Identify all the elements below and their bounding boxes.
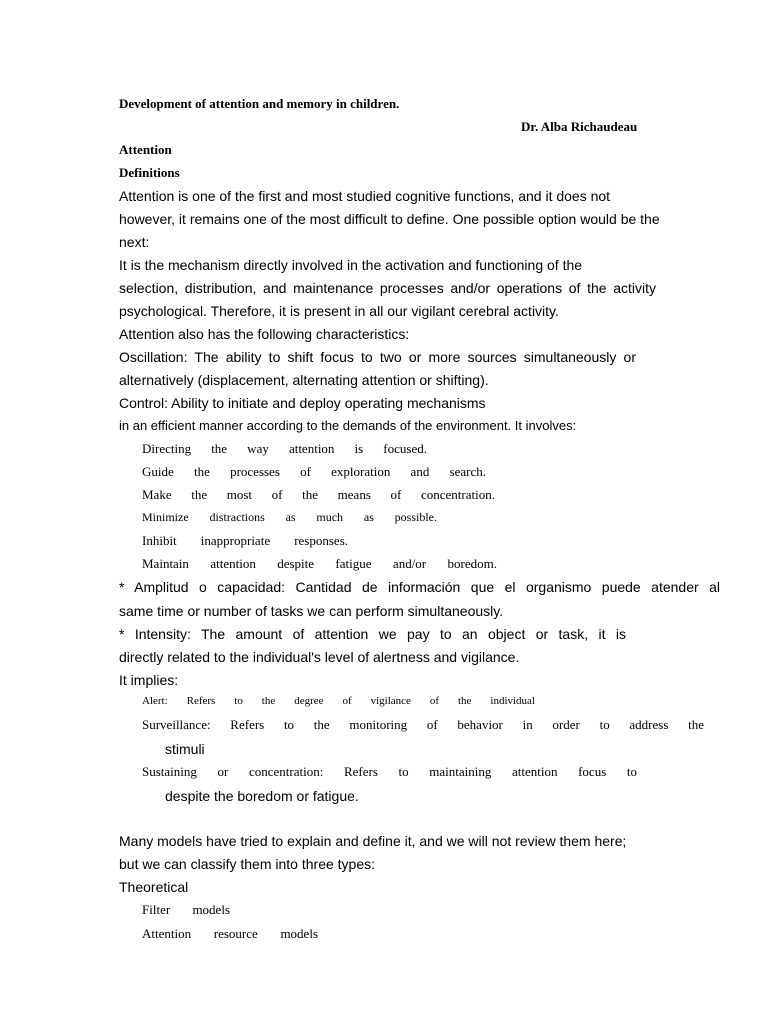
document-author: Dr. Alba Richaudeau [521,119,638,134]
body-line: psychological. Therefore, it is present in all our vigilant cerebral activity. [119,303,559,319]
body-line: Theoretical [119,879,189,895]
body-line: Many models have tried to explain and define it, and we will not review them here; [119,833,627,849]
list-item: Filter models [142,902,230,917]
list-item: Sustaining or concentration: Refers to maintaining attention focus to [142,764,637,779]
body-line: It is the mechanism directly involved in the activation and functioning of the [119,257,583,273]
list-item: Minimize distractions as much as possible. [142,510,437,524]
body-line: directly related to the individual's level of alertness and vigilance. [119,649,520,665]
list-item: Maintain attention despite fatigue and/or boredom. [142,556,497,571]
body-line: It implies: [119,672,179,688]
body-line: next: [119,234,150,250]
body-line: however, it remains one of the most difficult to define. One possible option would be the [119,211,660,227]
body-line: Control: Ability to initiate and deploy operating mechanisms [119,395,486,411]
list-item-continuation: despite the boredom or fatigue. [165,788,359,804]
body-line: Attention is one of the first and most studied cognitive functions, and it does not [119,188,611,204]
list-item: Surveillance: Refers to the monitoring of behavior in order to address the [142,717,704,732]
list-item: Directing the way attention is focused. [142,441,427,456]
body-line: * Amplitud o capacidad: Cantidad de información que el organismo puede atender al [119,579,720,595]
list-item: Guide the processes of exploration and search. [142,464,486,479]
list-item: Make the most of the means of concentration. [142,487,495,502]
body-line: selection, distribution, and maintenance processes and/or operations of the activity [119,280,656,296]
body-line: * Intensity: The amount of attention we pay to an object or task, it is [119,626,626,642]
body-line: but we can classify them into three types: [119,856,376,872]
section-heading: Attention [119,142,172,157]
list-item: Alert: Refers to the degree of vigilance of the individual [142,695,535,707]
list-item: Attention resource models [142,926,318,941]
body-line: same time or number of tasks we can perform simultaneously. [119,603,504,619]
list-item-continuation: stimuli [165,741,205,757]
body-line: alternatively (displacement, alternating attention or shifting). [119,372,489,388]
body-line: Attention also has the following characteristics: [119,326,410,342]
subsection-heading: Definitions [119,165,180,180]
body-line: Oscillation: The ability to shift focus to two or more sources simultaneously or [119,349,636,365]
list-item: Inhibit inappropriate responses. [142,533,348,548]
document-title: Development of attention and memory in children. [119,96,400,111]
body-line: in an efficient manner according to the demands of the environment. It involves: [119,418,577,433]
